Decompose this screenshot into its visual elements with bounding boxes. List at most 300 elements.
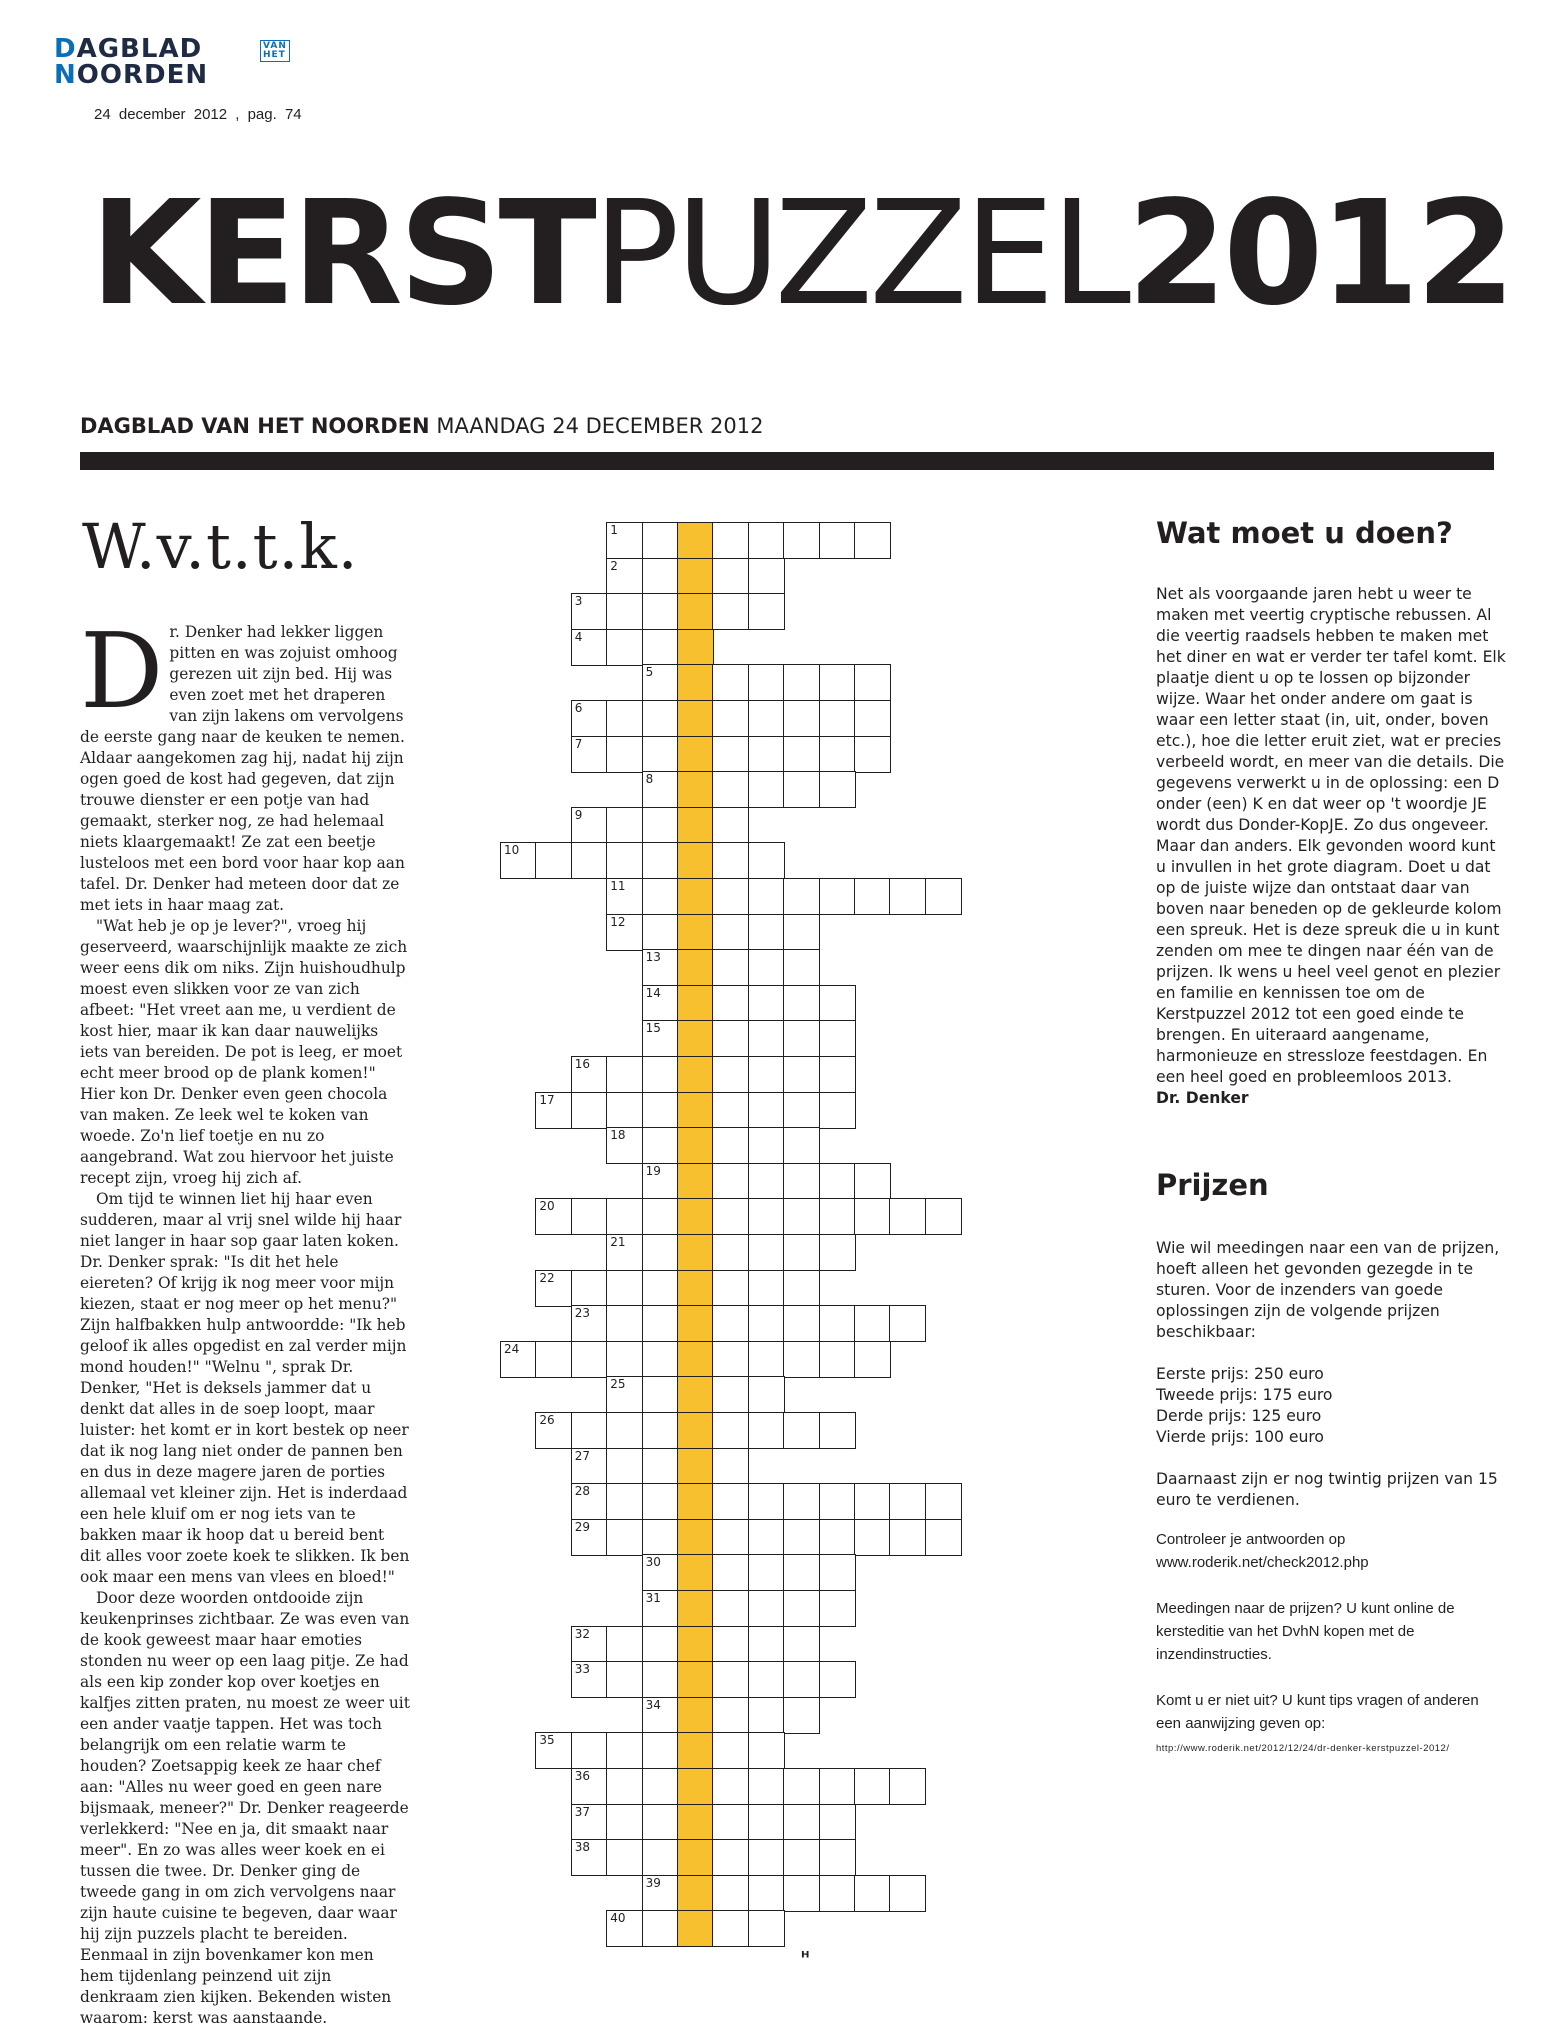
- grid-cell[interactable]: [606, 1056, 643, 1093]
- grid-cell[interactable]: [748, 736, 785, 773]
- grid-cell[interactable]: [606, 842, 643, 879]
- grid-cell[interactable]: [642, 1875, 679, 1912]
- grid-cell[interactable]: [819, 664, 856, 701]
- grid-cell[interactable]: [500, 842, 537, 879]
- grid-cell[interactable]: [854, 522, 891, 559]
- grid-cell-highlight[interactable]: [677, 949, 714, 986]
- grid-cell-highlight[interactable]: [677, 1270, 714, 1307]
- grid-cell[interactable]: [571, 629, 608, 666]
- grid-cell[interactable]: [712, 1804, 749, 1841]
- grid-cell[interactable]: [783, 736, 820, 773]
- grid-cell[interactable]: [783, 1697, 820, 1734]
- grid-cell[interactable]: [748, 914, 785, 951]
- grid-cell[interactable]: [606, 736, 643, 773]
- grid-cell[interactable]: [748, 1198, 785, 1235]
- grid-cell[interactable]: [642, 1056, 679, 1093]
- grid-cell-highlight[interactable]: [677, 842, 714, 879]
- grid-cell[interactable]: [712, 1697, 749, 1734]
- grid-cell[interactable]: [819, 1554, 856, 1591]
- grid-cell[interactable]: [783, 664, 820, 701]
- grid-cell[interactable]: [854, 878, 891, 915]
- grid-cell[interactable]: [712, 842, 749, 879]
- grid-cell-highlight[interactable]: [677, 1341, 714, 1378]
- grid-cell[interactable]: [642, 1376, 679, 1413]
- grid-cell-highlight[interactable]: [677, 1056, 714, 1093]
- grid-cell[interactable]: [854, 1483, 891, 1520]
- grid-cell[interactable]: [712, 1305, 749, 1342]
- grid-cell[interactable]: [642, 1127, 679, 1164]
- grid-cell-highlight[interactable]: [677, 807, 714, 844]
- grid-cell[interactable]: [606, 1839, 643, 1876]
- grid-cell-highlight[interactable]: [677, 771, 714, 808]
- grid-cell-highlight[interactable]: [677, 1839, 714, 1876]
- grid-cell[interactable]: [783, 1163, 820, 1200]
- grid-cell[interactable]: [642, 878, 679, 915]
- grid-cell[interactable]: [889, 1519, 926, 1556]
- grid-cell[interactable]: [748, 878, 785, 915]
- grid-cell[interactable]: [819, 878, 856, 915]
- grid-cell[interactable]: [712, 1875, 749, 1912]
- grid-cell[interactable]: [712, 1590, 749, 1627]
- grid-cell-highlight[interactable]: [677, 558, 714, 595]
- grid-cell-highlight[interactable]: [677, 664, 714, 701]
- grid-cell[interactable]: [819, 1875, 856, 1912]
- grid-cell[interactable]: [606, 558, 643, 595]
- grid-cell-highlight[interactable]: [677, 1305, 714, 1342]
- grid-cell[interactable]: [712, 522, 749, 559]
- grid-cell[interactable]: [748, 558, 785, 595]
- grid-cell[interactable]: [642, 1804, 679, 1841]
- grid-cell[interactable]: [606, 1910, 643, 1947]
- grid-cell[interactable]: [783, 1804, 820, 1841]
- grid-cell[interactable]: [925, 878, 962, 915]
- grid-cell[interactable]: [642, 1519, 679, 1556]
- grid-cell[interactable]: [889, 1483, 926, 1520]
- grid-cell[interactable]: [748, 1732, 785, 1769]
- grid-cell[interactable]: [889, 1305, 926, 1342]
- grid-cell[interactable]: [642, 1732, 679, 1769]
- grid-cell[interactable]: [712, 878, 749, 915]
- grid-cell[interactable]: [925, 1519, 962, 1556]
- grid-cell[interactable]: [748, 1661, 785, 1698]
- grid-cell-highlight[interactable]: [677, 1626, 714, 1663]
- grid-cell[interactable]: [783, 1554, 820, 1591]
- grid-cell[interactable]: [535, 1412, 572, 1449]
- grid-cell[interactable]: [571, 1448, 608, 1485]
- grid-cell[interactable]: [606, 1092, 643, 1129]
- grid-cell[interactable]: [642, 1483, 679, 1520]
- grid-cell[interactable]: [819, 1804, 856, 1841]
- grid-cell[interactable]: [712, 985, 749, 1022]
- grid-cell[interactable]: [571, 1483, 608, 1520]
- grid-cell[interactable]: [748, 1768, 785, 1805]
- grid-cell[interactable]: [712, 1056, 749, 1093]
- grid-cell[interactable]: [819, 1412, 856, 1449]
- grid-cell-highlight[interactable]: [677, 1127, 714, 1164]
- grid-cell-highlight[interactable]: [677, 1804, 714, 1841]
- grid-cell[interactable]: [783, 1412, 820, 1449]
- grid-cell-highlight[interactable]: [677, 914, 714, 951]
- grid-cell[interactable]: [606, 1519, 643, 1556]
- grid-cell[interactable]: [535, 1092, 572, 1129]
- grid-cell[interactable]: [748, 1056, 785, 1093]
- grid-cell[interactable]: [783, 771, 820, 808]
- grid-cell[interactable]: [748, 1839, 785, 1876]
- grid-cell[interactable]: [606, 1198, 643, 1235]
- grid-cell[interactable]: [642, 1163, 679, 1200]
- grid-cell[interactable]: [642, 771, 679, 808]
- grid-cell[interactable]: [783, 1341, 820, 1378]
- grid-cell[interactable]: [642, 985, 679, 1022]
- grid-cell-highlight[interactable]: [677, 1661, 714, 1698]
- grid-cell-highlight[interactable]: [677, 1910, 714, 1947]
- grid-cell[interactable]: [571, 1056, 608, 1093]
- grid-cell[interactable]: [819, 1341, 856, 1378]
- grid-cell[interactable]: [606, 807, 643, 844]
- grid-cell[interactable]: [819, 1590, 856, 1627]
- grid-cell-highlight[interactable]: [677, 1412, 714, 1449]
- grid-cell-highlight[interactable]: [677, 1554, 714, 1591]
- grid-cell[interactable]: [783, 1661, 820, 1698]
- grid-cell[interactable]: [819, 700, 856, 737]
- grid-cell[interactable]: [642, 1554, 679, 1591]
- grid-cell[interactable]: [712, 807, 749, 844]
- grid-cell[interactable]: [571, 1270, 608, 1307]
- grid-cell[interactable]: [748, 1234, 785, 1271]
- grid-cell[interactable]: [748, 700, 785, 737]
- grid-cell[interactable]: [712, 664, 749, 701]
- grid-cell[interactable]: [819, 1661, 856, 1698]
- grid-cell[interactable]: [783, 1270, 820, 1307]
- grid-cell[interactable]: [854, 1519, 891, 1556]
- grid-cell[interactable]: [819, 1519, 856, 1556]
- grid-cell[interactable]: [783, 1626, 820, 1663]
- grid-cell[interactable]: [712, 1127, 749, 1164]
- grid-cell[interactable]: [642, 1839, 679, 1876]
- grid-cell[interactable]: [819, 771, 856, 808]
- grid-cell-highlight[interactable]: [677, 985, 714, 1022]
- grid-cell[interactable]: [642, 842, 679, 879]
- grid-cell[interactable]: [712, 1448, 749, 1485]
- grid-cell[interactable]: [783, 1483, 820, 1520]
- grid-cell[interactable]: [571, 1804, 608, 1841]
- grid-cell[interactable]: [748, 1341, 785, 1378]
- grid-cell[interactable]: [748, 771, 785, 808]
- grid-cell[interactable]: [819, 1839, 856, 1876]
- grid-cell[interactable]: [748, 664, 785, 701]
- grid-cell[interactable]: [642, 914, 679, 951]
- grid-cell[interactable]: [819, 1020, 856, 1057]
- grid-cell[interactable]: [783, 700, 820, 737]
- grid-cell[interactable]: [606, 1270, 643, 1307]
- grid-cell[interactable]: [712, 1768, 749, 1805]
- grid-cell[interactable]: [748, 985, 785, 1022]
- grid-cell[interactable]: [642, 1697, 679, 1734]
- grid-cell[interactable]: [854, 664, 891, 701]
- grid-cell[interactable]: [748, 1412, 785, 1449]
- grid-cell[interactable]: [642, 736, 679, 773]
- grid-cell[interactable]: [571, 1732, 608, 1769]
- clue-number: 34: [645, 1697, 661, 1712]
- grid-cell[interactable]: [783, 1839, 820, 1876]
- grid-cell[interactable]: [571, 1626, 608, 1663]
- grid-cell[interactable]: [571, 736, 608, 773]
- grid-cell[interactable]: [783, 878, 820, 915]
- grid-cell[interactable]: [819, 1092, 856, 1129]
- grid-cell[interactable]: [854, 1341, 891, 1378]
- grid-cell-highlight[interactable]: [677, 1092, 714, 1129]
- grid-cell[interactable]: [819, 985, 856, 1022]
- grid-cell-highlight[interactable]: [677, 1163, 714, 1200]
- grid-cell[interactable]: [712, 1732, 749, 1769]
- grid-cell[interactable]: [642, 949, 679, 986]
- grid-cell[interactable]: [642, 1768, 679, 1805]
- grid-cell[interactable]: [712, 1376, 749, 1413]
- grid-cell[interactable]: [748, 1875, 785, 1912]
- grid-cell[interactable]: [783, 1519, 820, 1556]
- grid-cell[interactable]: [819, 522, 856, 559]
- grid-cell[interactable]: [571, 593, 608, 630]
- grid-cell[interactable]: [712, 1661, 749, 1698]
- grid-cell[interactable]: [712, 1483, 749, 1520]
- grid-cell[interactable]: [748, 1910, 785, 1947]
- grid-cell[interactable]: [748, 1092, 785, 1129]
- grid-cell[interactable]: [535, 1341, 572, 1378]
- grid-cell[interactable]: [571, 1412, 608, 1449]
- grid-cell[interactable]: [712, 1270, 749, 1307]
- grid-cell[interactable]: [606, 914, 643, 951]
- grid-cell[interactable]: [783, 949, 820, 986]
- grid-cell[interactable]: [819, 1234, 856, 1271]
- grid-cell[interactable]: [783, 1590, 820, 1627]
- grid-cell[interactable]: [642, 522, 679, 559]
- grid-cell[interactable]: [712, 1234, 749, 1271]
- grid-cell-highlight[interactable]: [677, 736, 714, 773]
- grid-cell[interactable]: [642, 1341, 679, 1378]
- grid-cell[interactable]: [819, 1768, 856, 1805]
- grid-cell-highlight[interactable]: [677, 1234, 714, 1271]
- grid-cell[interactable]: [783, 1127, 820, 1164]
- grid-cell[interactable]: [748, 1554, 785, 1591]
- grid-cell[interactable]: [606, 1768, 643, 1805]
- tips-url[interactable]: http://www.roderik.net/2012/12/24/dr-denker-kerstpuzzel-2012/: [1156, 1743, 1450, 1754]
- grid-cell[interactable]: [783, 1092, 820, 1129]
- grid-cell-highlight[interactable]: [677, 1448, 714, 1485]
- grid-cell[interactable]: [748, 1020, 785, 1057]
- grid-cell-highlight[interactable]: [677, 1590, 714, 1627]
- grid-cell[interactable]: [712, 1554, 749, 1591]
- check-url[interactable]: www.roderik.net/check2012.php: [1156, 1554, 1369, 1571]
- grid-cell[interactable]: [783, 1234, 820, 1271]
- grid-cell[interactable]: [854, 1305, 891, 1342]
- grid-cell[interactable]: [783, 1768, 820, 1805]
- grid-cell[interactable]: [712, 949, 749, 986]
- grid-cell[interactable]: [819, 1198, 856, 1235]
- grid-cell[interactable]: [606, 593, 643, 630]
- grid-cell[interactable]: [925, 1198, 962, 1235]
- grid-cell[interactable]: [783, 1020, 820, 1057]
- grid-cell[interactable]: [783, 1305, 820, 1342]
- grid-cell[interactable]: [748, 1483, 785, 1520]
- grid-cell[interactable]: [571, 1768, 608, 1805]
- grid-cell[interactable]: [712, 593, 749, 630]
- grid-cell[interactable]: [783, 522, 820, 559]
- grid-cell[interactable]: [712, 1092, 749, 1129]
- grid-cell[interactable]: [642, 1412, 679, 1449]
- grid-cell[interactable]: [783, 914, 820, 951]
- grid-cell[interactable]: [748, 1270, 785, 1307]
- grid-cell[interactable]: [606, 522, 643, 559]
- grid-cell[interactable]: [748, 1305, 785, 1342]
- grid-cell[interactable]: [748, 593, 785, 630]
- grid-cell-highlight[interactable]: [677, 878, 714, 915]
- grid-cell[interactable]: [571, 1092, 608, 1129]
- grid-cell-highlight[interactable]: [677, 1198, 714, 1235]
- grid-cell[interactable]: [606, 1341, 643, 1378]
- grid-cell[interactable]: [571, 1305, 608, 1342]
- grid-cell-highlight[interactable]: [677, 700, 714, 737]
- grid-cell[interactable]: [748, 1804, 785, 1841]
- grid-cell[interactable]: [854, 700, 891, 737]
- grid-cell[interactable]: [642, 1092, 679, 1129]
- grid-cell[interactable]: [571, 700, 608, 737]
- grid-cell[interactable]: [606, 1804, 643, 1841]
- grid-cell[interactable]: [606, 1732, 643, 1769]
- grid-cell[interactable]: [854, 1163, 891, 1200]
- grid-cell[interactable]: [571, 1341, 608, 1378]
- grid-cell[interactable]: [748, 1376, 785, 1413]
- grid-cell[interactable]: [712, 1626, 749, 1663]
- grid-cell[interactable]: [712, 1910, 749, 1947]
- grid-cell-highlight[interactable]: [677, 1732, 714, 1769]
- grid-cell[interactable]: [925, 1483, 962, 1520]
- grid-cell[interactable]: [642, 664, 679, 701]
- grid-cell[interactable]: [642, 1270, 679, 1307]
- grid-cell[interactable]: [606, 1483, 643, 1520]
- grid-cell[interactable]: [500, 1341, 537, 1378]
- grid-cell[interactable]: [642, 593, 679, 630]
- grid-cell-highlight[interactable]: [677, 1483, 714, 1520]
- grid-cell[interactable]: [571, 1198, 608, 1235]
- grid-cell[interactable]: [783, 985, 820, 1022]
- grid-cell[interactable]: [748, 1590, 785, 1627]
- grid-cell[interactable]: [854, 1198, 891, 1235]
- grid-cell[interactable]: [642, 1910, 679, 1947]
- grid-cell-highlight[interactable]: [677, 629, 714, 666]
- grid-cell[interactable]: [889, 1768, 926, 1805]
- grid-cell-highlight[interactable]: [677, 1875, 714, 1912]
- grid-cell[interactable]: [748, 522, 785, 559]
- grid-cell-highlight[interactable]: [677, 1519, 714, 1556]
- grid-cell[interactable]: [571, 1661, 608, 1698]
- grid-cell-highlight[interactable]: [677, 1768, 714, 1805]
- grid-cell[interactable]: [642, 1198, 679, 1235]
- grid-cell[interactable]: [642, 1590, 679, 1627]
- grid-cell[interactable]: [571, 1839, 608, 1876]
- grid-cell[interactable]: [642, 700, 679, 737]
- grid-cell[interactable]: [819, 1305, 856, 1342]
- grid-cell[interactable]: [606, 1376, 643, 1413]
- grid-cell[interactable]: [642, 629, 679, 666]
- grid-cell[interactable]: [748, 1697, 785, 1734]
- grid-cell[interactable]: [854, 736, 891, 773]
- grid-cell[interactable]: [783, 1875, 820, 1912]
- grid-cell[interactable]: [642, 1234, 679, 1271]
- grid-cell[interactable]: [748, 1519, 785, 1556]
- grid-cell[interactable]: [854, 1875, 891, 1912]
- grid-cell[interactable]: [642, 558, 679, 595]
- grid-cell[interactable]: [748, 842, 785, 879]
- grid-cell[interactable]: [606, 1661, 643, 1698]
- grid-cell[interactable]: [819, 736, 856, 773]
- grid-cell[interactable]: [606, 1305, 643, 1342]
- grid-cell[interactable]: [712, 914, 749, 951]
- grid-cell[interactable]: [606, 629, 643, 666]
- grid-cell-highlight[interactable]: [677, 1697, 714, 1734]
- grid-cell[interactable]: [642, 1448, 679, 1485]
- grid-cell[interactable]: [606, 1234, 643, 1271]
- grid-cell[interactable]: [712, 771, 749, 808]
- grid-cell[interactable]: [712, 1412, 749, 1449]
- grid-cell[interactable]: [748, 1626, 785, 1663]
- grid-cell[interactable]: [783, 1056, 820, 1093]
- grid-cell[interactable]: [606, 1127, 643, 1164]
- grid-cell[interactable]: [571, 1519, 608, 1556]
- grid-cell[interactable]: [854, 1768, 891, 1805]
- grid-cell[interactable]: [571, 842, 608, 879]
- grid-cell[interactable]: [712, 1020, 749, 1057]
- grid-cell-highlight[interactable]: [677, 593, 714, 630]
- grid-cell[interactable]: [712, 736, 749, 773]
- grid-cell[interactable]: [748, 1163, 785, 1200]
- grid-cell[interactable]: [606, 1448, 643, 1485]
- grid-cell[interactable]: [571, 807, 608, 844]
- grid-cell-highlight[interactable]: [677, 1376, 714, 1413]
- grid-cell[interactable]: [889, 1875, 926, 1912]
- grid-cell[interactable]: [606, 1626, 643, 1663]
- grid-cell[interactable]: [712, 1519, 749, 1556]
- grid-cell[interactable]: [712, 1839, 749, 1876]
- grid-cell[interactable]: [535, 1198, 572, 1235]
- grid-cell[interactable]: [819, 1483, 856, 1520]
- grid-cell-highlight[interactable]: [677, 1020, 714, 1057]
- grid-cell[interactable]: [606, 1412, 643, 1449]
- grid-cell[interactable]: [889, 1198, 926, 1235]
- grid-cell[interactable]: [642, 807, 679, 844]
- grid-cell[interactable]: [606, 700, 643, 737]
- grid-cell[interactable]: [642, 1020, 679, 1057]
- grid-cell[interactable]: [712, 1163, 749, 1200]
- grid-cell[interactable]: [889, 878, 926, 915]
- grid-cell[interactable]: [748, 1127, 785, 1164]
- grid-cell[interactable]: [712, 558, 749, 595]
- grid-cell-highlight[interactable]: [677, 522, 714, 559]
- grid-cell[interactable]: [535, 1732, 572, 1769]
- grid-cell[interactable]: [712, 1198, 749, 1235]
- grid-cell[interactable]: [642, 1305, 679, 1342]
- grid-cell[interactable]: [712, 700, 749, 737]
- grid-cell[interactable]: [783, 1198, 820, 1235]
- grid-cell[interactable]: [819, 1163, 856, 1200]
- grid-cell[interactable]: [748, 949, 785, 986]
- grid-cell[interactable]: [642, 1626, 679, 1663]
- grid-cell[interactable]: [535, 842, 572, 879]
- grid-cell[interactable]: [712, 1341, 749, 1378]
- grid-cell[interactable]: [535, 1270, 572, 1307]
- grid-cell[interactable]: [606, 878, 643, 915]
- grid-cell[interactable]: [819, 1056, 856, 1093]
- grid-cell[interactable]: [642, 1661, 679, 1698]
